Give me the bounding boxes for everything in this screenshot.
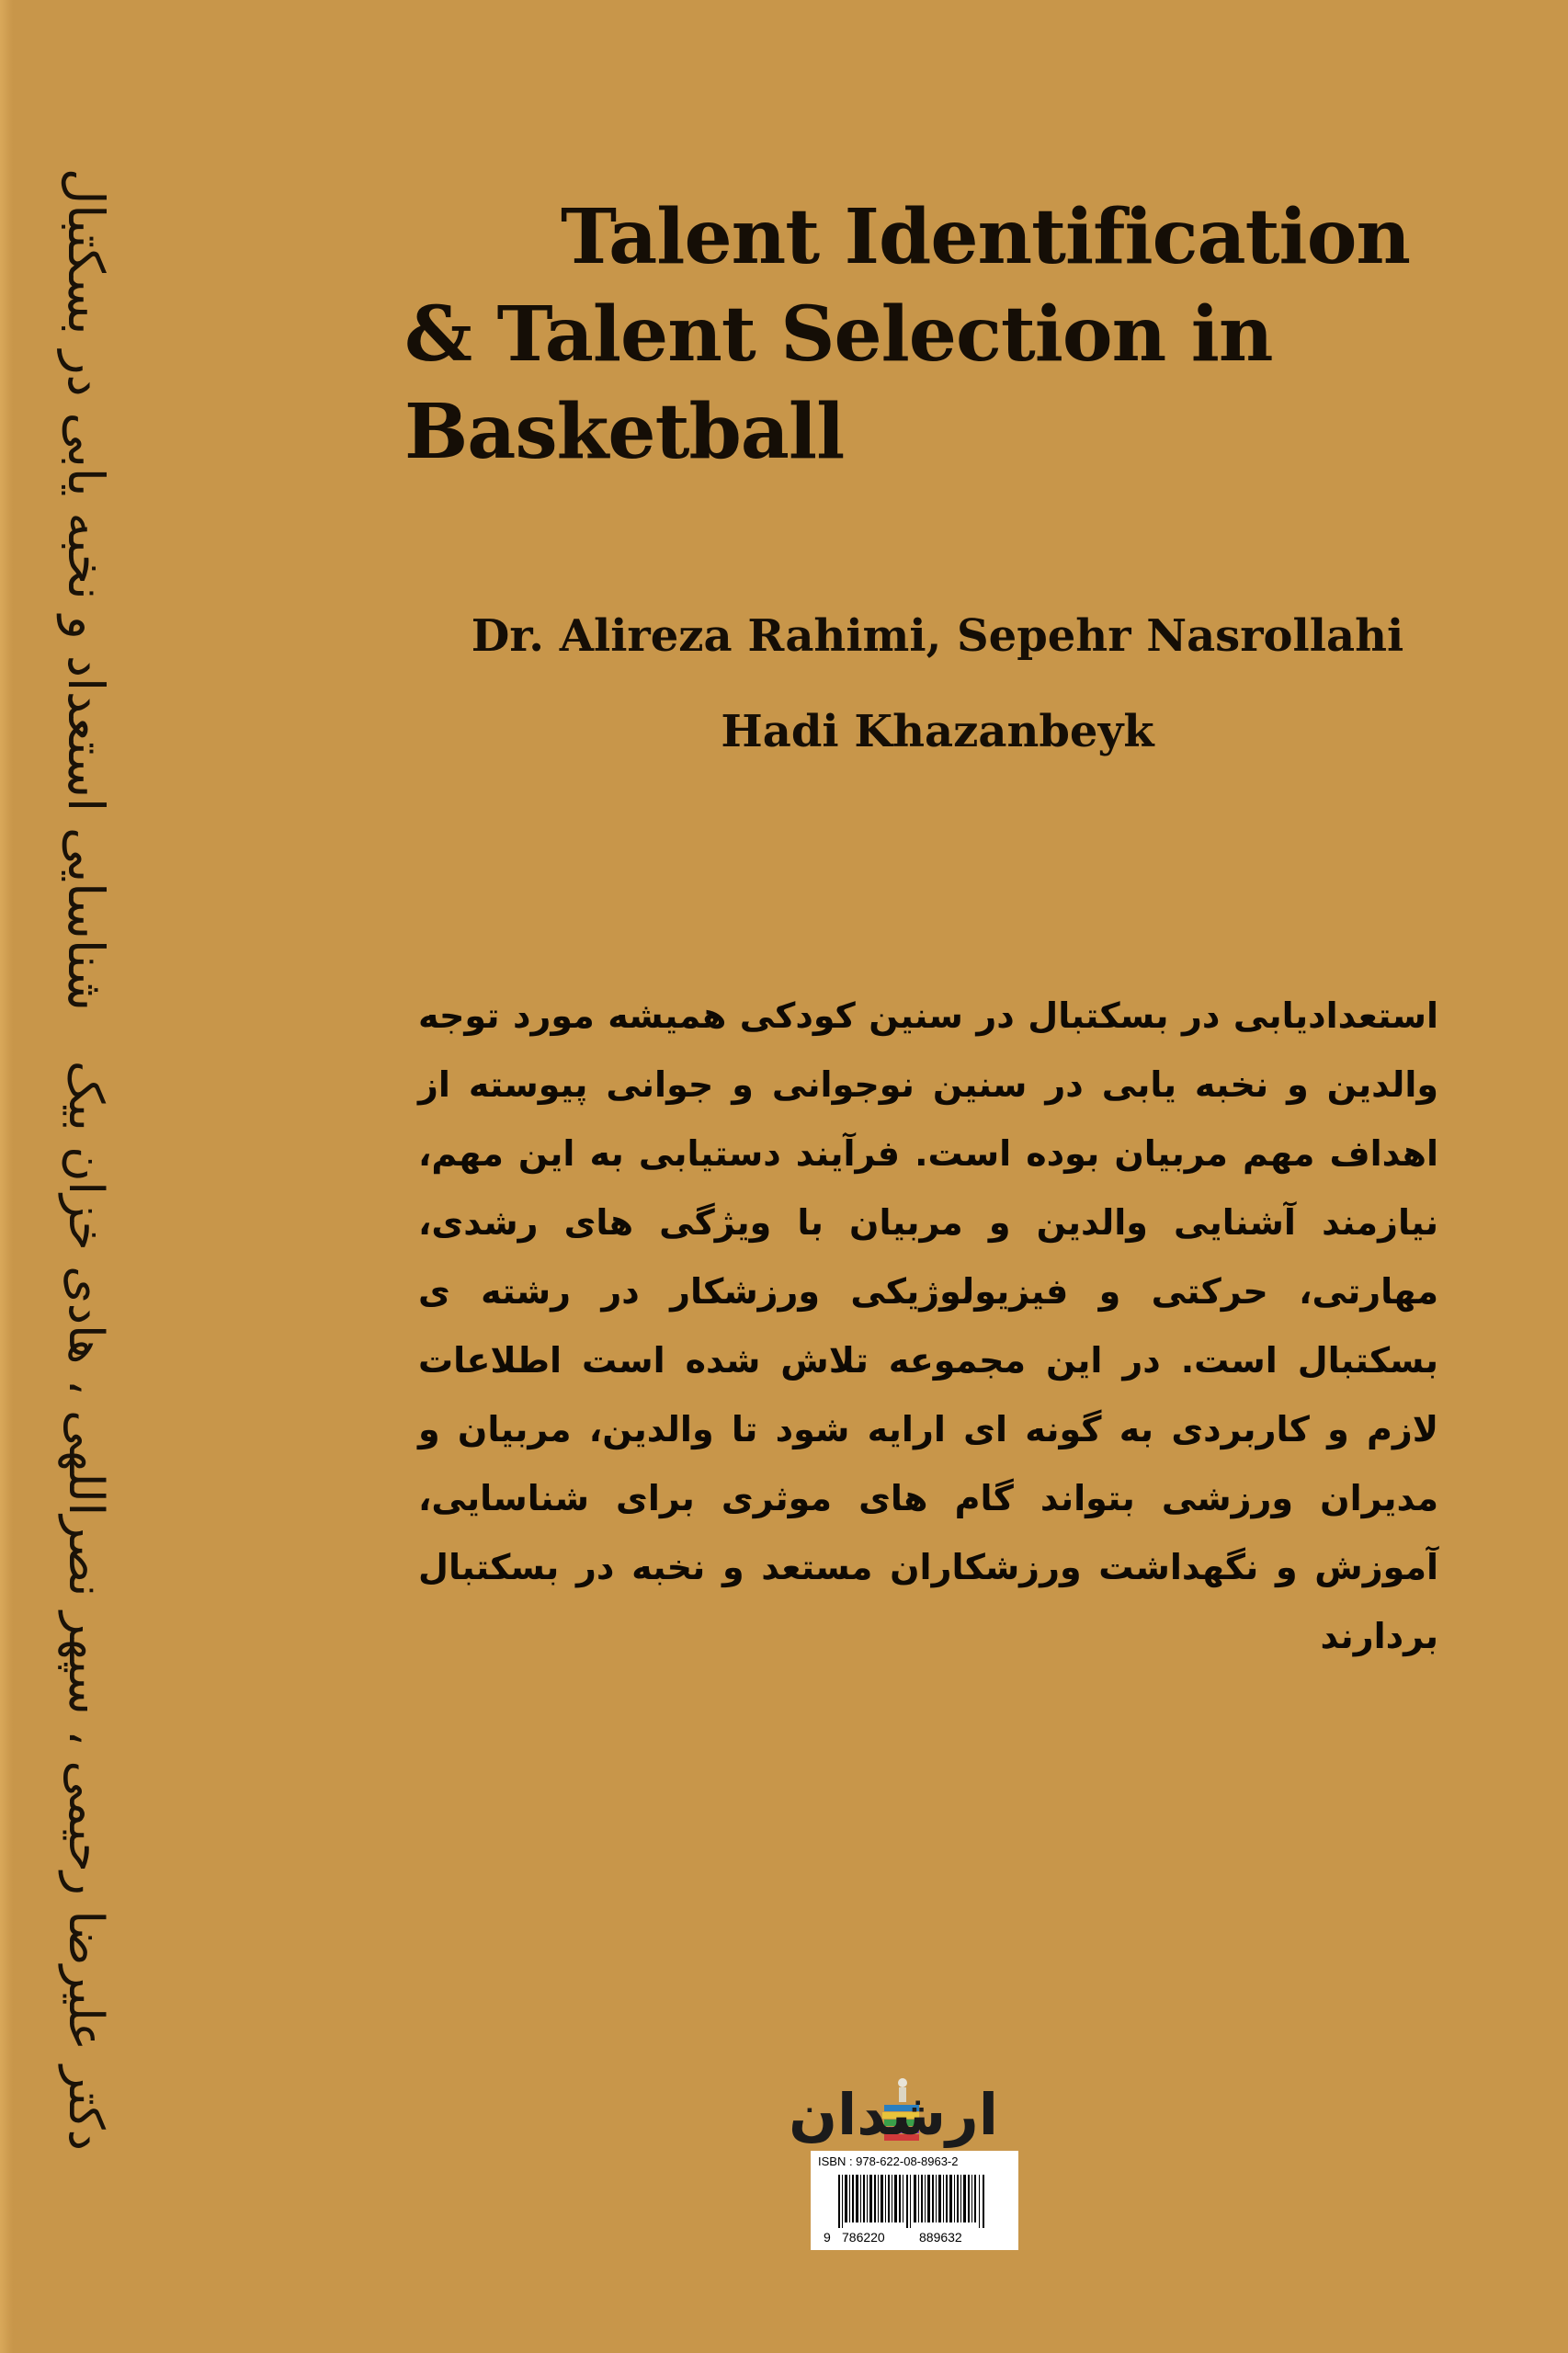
barcode [811, 2151, 1018, 2250]
isbn-label: ISBN : 978-622-08-8963-2 [818, 2154, 959, 2168]
spine-authors: دکتر علیرضا رحیمی ، سپهر نصراللهی ، هادی خزان بیک [58, 1061, 113, 2151]
title-line-1: Talent Identification [561, 193, 1411, 281]
book-title [386, 188, 1535, 481]
title-line-2: & Talent Selection in Basketball [404, 290, 1273, 476]
authors-line-2: Hadi Khazanbeyk [721, 706, 1154, 757]
spine-edge [0, 0, 13, 2353]
author-list [386, 588, 1489, 779]
publisher-name: ارشدان [789, 2081, 998, 2148]
barcode-digits-left: 786220 [842, 2230, 885, 2245]
barcode-icon [838, 2175, 985, 2228]
blurb-text: استعدادیابی در بسکتبال در سنین کودکی همیشه مورد توجه والدین و نخبه یابی در سنین نوجوانی و جوانی پیوسته از اهداف مهم مربیان بوده است. فرآیند دستیابی به این مهم، نیازمند آشنایی والدین و مربیان با ویژگی های رشدی، مهارتی، حرکتی و فیزیولوژیکی ورزشکار در رشته ی بسکتبال است. در این مجموعه تلاش شده است اطلاعات لازم و کاربردی به گونه ای ارایه شود تا والدین، مربیان و مدیران ورزشی بتواند گام های موثری برای شناسایی، آموزش و نگهداشت ورزشکاران مستعد و نخبه در بسکتبال بردارند [418, 995, 1438, 1656]
spine-title: شناسایی استعداد و نخبه یابی در بسکتبال [57, 168, 115, 1011]
barcode-digit-first: 9 [824, 2230, 831, 2245]
authors-line-1: Dr. Alireza Rahimi, Sepehr Nasrollahi [471, 610, 1404, 662]
barcode-digits-right: 889632 [919, 2230, 962, 2245]
publisher-logo [789, 2050, 1011, 2151]
